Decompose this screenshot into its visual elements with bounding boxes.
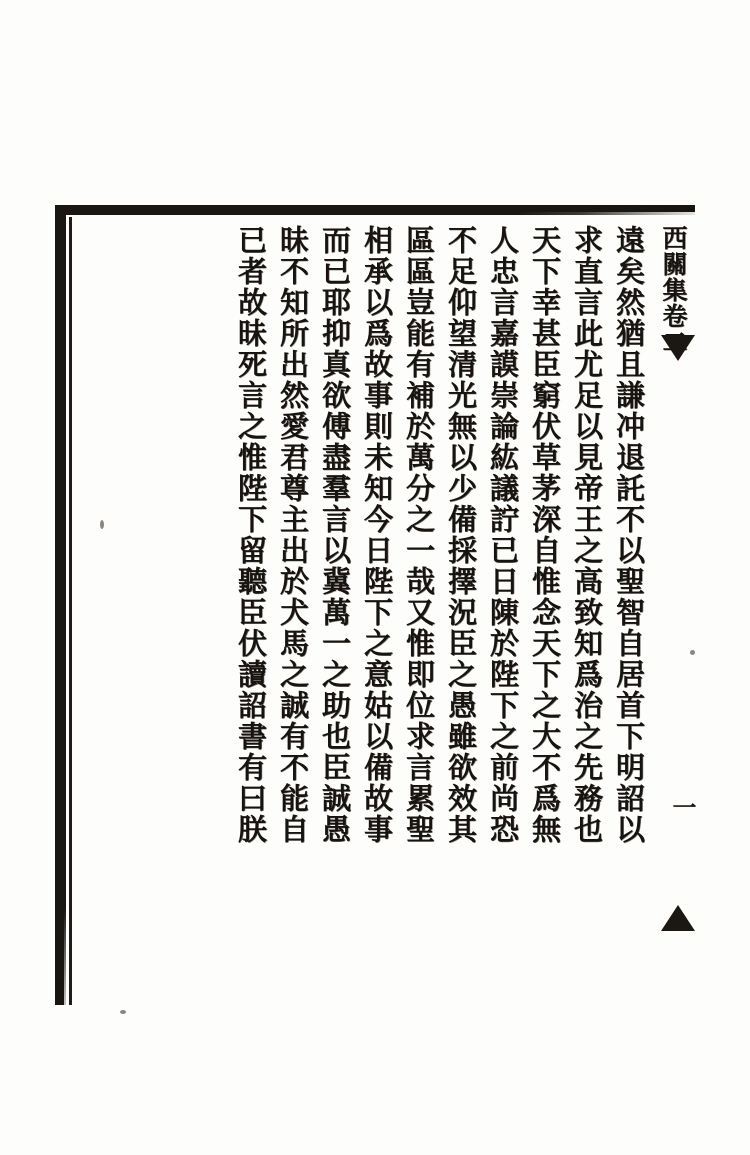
text-column-10: 已者故昧死言之惟陛下留聽臣伏讀詔書有曰朕 xyxy=(234,225,268,845)
text-column-4: 人忠言嘉謨崇論紘議詝已日陳於陛下之前尚恐 xyxy=(486,225,520,845)
text-column-3: 天下幸甚臣窮伏草茅深自惟念天下之大不爲無 xyxy=(528,225,562,845)
fishtail-top-icon xyxy=(661,335,695,361)
paper-speck xyxy=(100,520,104,529)
header-column: 西關集卷二 xyxy=(659,225,688,355)
text-column-5: 不足仰望清光無以少備採擇況臣之愚雖欲效其 xyxy=(444,225,478,845)
ink-edge-top xyxy=(55,205,695,215)
center-fold-marks xyxy=(659,265,699,965)
ink-edge-left xyxy=(55,205,66,1005)
text-column-6: 區區豈能有補於萬分之一哉又惟即位求言累聖 xyxy=(402,225,436,845)
page-number: 一 xyxy=(668,795,697,819)
printed-text-block xyxy=(55,205,695,1005)
text-column-8: 而已耶抑真欲傅盡羣言以冀萬一之助也臣誠愚 xyxy=(318,225,352,845)
text-columns xyxy=(79,221,689,997)
paper-speck xyxy=(120,1010,126,1014)
text-column-7: 相承以爲故事則未知今日陛下之意姑以備故事 xyxy=(360,225,394,845)
fishtail-bottom-icon xyxy=(661,905,695,931)
text-column-1: 遠矣然猶且謙冲退託不以聖智自居首下明詔以 xyxy=(612,225,646,845)
text-column-2: 求直言此尤足以見帝王之高致知爲治之先務也 xyxy=(570,225,604,845)
paper-speck xyxy=(690,650,695,655)
text-column-9: 昧不知所出然愛君尊主出於犬馬之誠有不能自 xyxy=(276,225,310,845)
